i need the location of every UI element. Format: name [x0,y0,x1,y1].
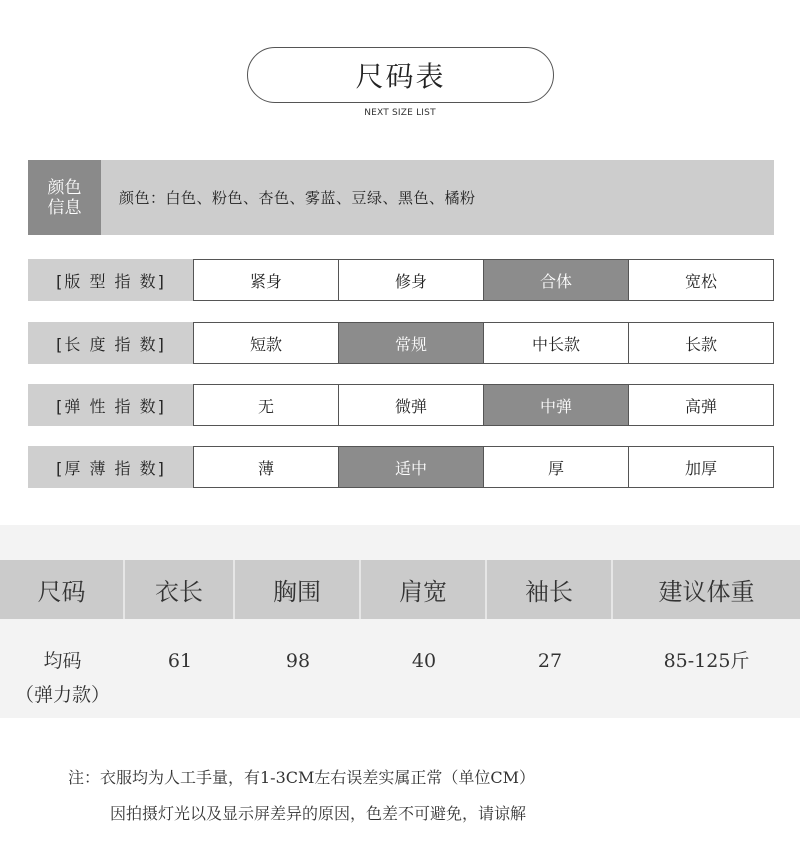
fit-option: 宽松 [628,259,774,301]
length-option: 短款 [193,322,339,364]
length-index-row [28,322,774,364]
size-note: （弹力款） [14,684,110,706]
size-chart-subtitle: NEXT SIZE LIST [364,108,436,118]
thickness-option: 加厚 [628,446,774,488]
length-option: 常规 [338,322,484,364]
length-value: 61 [167,650,193,672]
length-index-label: [长 度 指 数] [28,322,194,364]
fit-index-row [28,259,774,301]
chest-value: 98 [285,650,311,672]
color-info-row [28,160,774,235]
sleeve-column-header: 袖长 [487,560,613,619]
thickness-index-label: [厚 薄 指 数] [28,446,194,488]
elasticity-index-label: [弹 性 指 数] [28,384,194,426]
measurement-notes [68,760,535,832]
length-option: 长款 [628,322,774,364]
weight-column-header: 建议体重 [658,578,755,606]
elasticity-option: 无 [193,384,339,426]
sleeve-value: 27 [537,650,563,672]
fit-option: 修身 [338,259,484,301]
note-line-1: 注：衣服均为人工手量，有1-3CM左右误差实属正常（单位CM） [68,768,536,787]
shoulder-column-header: 肩宽 [361,560,487,619]
fit-option: 合体 [483,259,629,301]
thickness-index-row [28,446,774,488]
size-cell [0,620,125,718]
shoulder-value: 40 [411,650,437,672]
thickness-option: 厚 [483,446,629,488]
length-column-header: 衣长 [125,560,235,619]
color-info-label: 颜色 信息 [28,160,101,235]
size-column-header: 尺码 [0,560,125,619]
chest-column-header: 胸围 [235,560,361,619]
size-table-header [0,560,800,619]
weight-value: 85-125斤 [663,650,750,672]
size-chart-title: 尺码表 [247,47,554,103]
thickness-option: 薄 [193,446,339,488]
note-line-2: 因拍摄灯光以及显示屏差异的原因，色差不可避免，请谅解 [110,804,527,823]
elasticity-option: 微弹 [338,384,484,426]
size-table-row [0,620,800,718]
length-option: 中长款 [483,322,629,364]
elasticity-option: 高弹 [628,384,774,426]
elasticity-index-row [28,384,774,426]
size-name: 均码 [43,650,82,672]
color-info-text: 颜色：白色、粉色、杏色、雾蓝、豆绿、黑色、橘粉 [119,189,476,207]
thickness-option: 适中 [338,446,484,488]
fit-option: 紧身 [193,259,339,301]
elasticity-option: 中弹 [483,384,629,426]
fit-index-label: [版 型 指 数] [28,259,194,301]
